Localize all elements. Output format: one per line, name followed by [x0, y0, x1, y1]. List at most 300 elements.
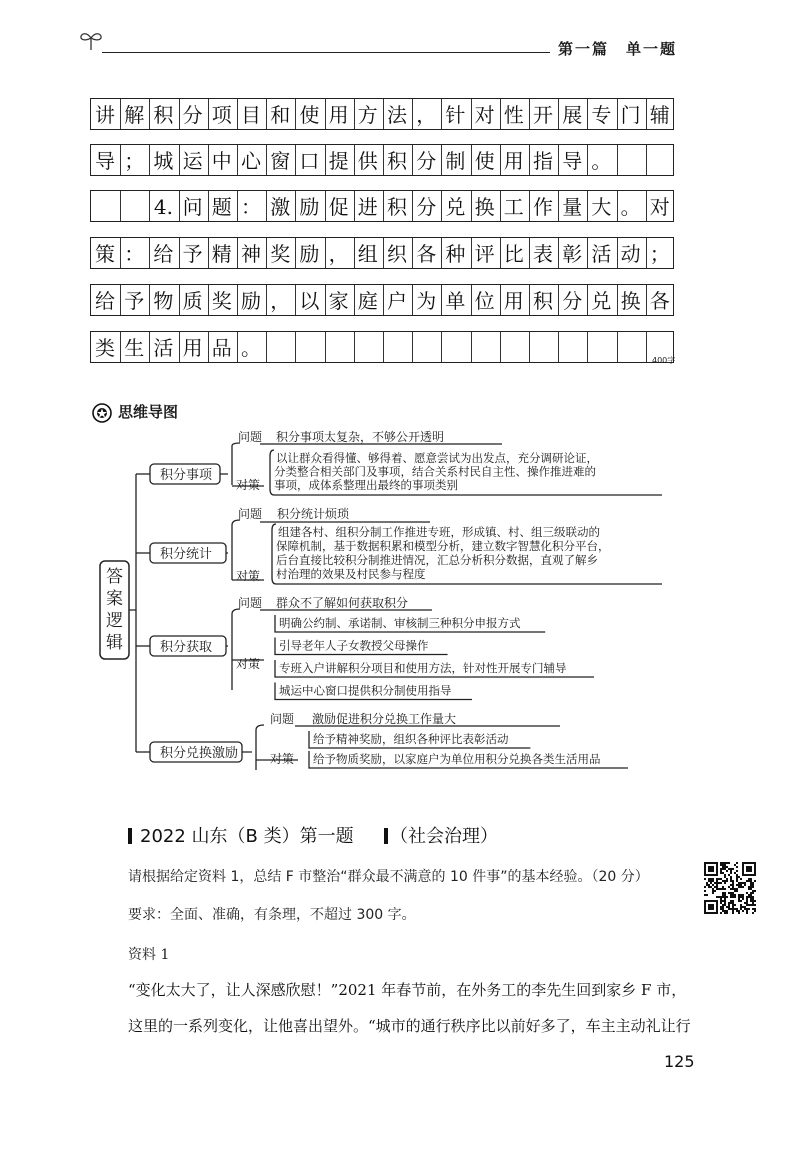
essay-char: 比	[503, 242, 524, 266]
qr-module	[740, 906, 742, 908]
qr-module	[724, 904, 726, 906]
essay-char: 励	[241, 289, 261, 313]
essay-char: 目	[241, 103, 261, 127]
essay-char: 策	[95, 242, 115, 266]
qr-module	[750, 892, 752, 894]
qr-module	[752, 902, 754, 904]
qr-module	[748, 878, 750, 880]
qr-module	[746, 912, 748, 914]
essay-char: 。	[591, 149, 612, 173]
material-label: 资料 1	[128, 947, 170, 963]
qr-module	[726, 880, 728, 882]
qr-module	[754, 908, 756, 910]
mindmap-measure-text: 组建各村、组积分制工作推进专班，形成镇、村、组三级联动的	[278, 525, 600, 539]
essay-char: 彰	[562, 242, 583, 266]
mindmap-measure-text: 以让群众看得懂、够得着、愿意尝试为出发点，充分调研论证，	[276, 451, 598, 465]
mindmap-root-char: 辑	[106, 633, 123, 653]
qr-module	[732, 880, 734, 882]
qr-module	[716, 878, 718, 880]
qr-module	[720, 878, 722, 880]
qr-module	[738, 894, 740, 896]
essay-char: 给	[153, 242, 174, 266]
qr-module	[710, 878, 712, 880]
qr-module	[734, 894, 736, 896]
qr-module	[746, 910, 748, 912]
essay-char: 各	[649, 289, 670, 313]
mindmap-branch-label: 积分兑换激励	[160, 746, 239, 761]
essay-char: 使	[299, 103, 320, 127]
qr-module	[724, 866, 726, 868]
qr-module	[720, 908, 722, 910]
qr-module	[736, 876, 738, 878]
essay-char: 题	[211, 195, 232, 219]
qr-module	[738, 876, 740, 878]
qr-module	[752, 908, 754, 910]
qr-module	[720, 888, 722, 890]
essay-char: 项	[211, 103, 232, 127]
mindmap-problem-label: 问题	[238, 507, 263, 521]
qr-module	[728, 886, 730, 888]
essay-char: 庭	[357, 289, 378, 313]
qr-module	[730, 870, 732, 872]
mindmap-measure-text: 明确公约制、承诺制、审核制三种积分申报方式	[279, 616, 521, 630]
qr-module	[724, 868, 726, 870]
qr-module	[728, 892, 730, 894]
qr-module	[744, 902, 746, 904]
qr-module	[730, 868, 732, 870]
qr-module	[750, 904, 752, 906]
essay-char: 为	[416, 289, 437, 313]
essay-char: 兑	[591, 289, 612, 313]
qr-module	[750, 884, 752, 886]
qr-module	[746, 898, 748, 900]
qr-module	[722, 880, 724, 882]
essay-char: 提	[328, 149, 349, 173]
mindmap-measure-text: 引导老年人子女教授父母操作	[279, 638, 429, 653]
mindmap-problem-text: 积分统计烦琐	[277, 507, 350, 521]
essay-char: 大	[591, 195, 612, 219]
essay-char: 位	[474, 289, 495, 313]
qr-module	[752, 900, 754, 902]
essay-char: 积	[153, 103, 174, 127]
qr-module	[734, 904, 736, 906]
essay-char: 指	[533, 149, 553, 173]
essay-char: 窗	[270, 149, 291, 173]
qr-module	[720, 864, 722, 866]
qr-module	[720, 870, 722, 872]
qr-module	[732, 900, 734, 902]
qr-module	[738, 886, 740, 888]
qr-module	[730, 894, 732, 896]
qr-module	[724, 898, 726, 900]
qr-module	[722, 894, 724, 896]
qr-module	[720, 912, 722, 914]
qr-module	[736, 910, 738, 912]
qr-module	[732, 904, 734, 906]
section-marker	[384, 828, 388, 844]
mindmap-root-char: 答	[106, 567, 123, 587]
essay-char: 开	[533, 103, 553, 127]
qr-module	[740, 904, 742, 906]
essay-char: 奖	[270, 242, 291, 266]
qr-module	[744, 908, 746, 910]
qr-module	[738, 898, 740, 900]
qr-module	[736, 862, 738, 864]
mindmap-measure-text: 给予物质奖励，以家庭户为单位用积分兑换各类生活用品	[313, 752, 601, 766]
essay-char: 种	[445, 242, 466, 266]
qr-module	[750, 878, 752, 880]
essay-char: 兑	[445, 195, 466, 219]
qr-module	[726, 912, 728, 914]
qr-module	[734, 864, 736, 866]
essay-char: 动	[620, 242, 641, 266]
qr-module	[748, 886, 750, 888]
qr-module	[716, 886, 718, 888]
essay-char: 工	[503, 195, 524, 219]
qr-module	[712, 880, 714, 882]
qr-finder	[746, 866, 752, 872]
qr-module	[746, 908, 748, 910]
qr-module	[728, 862, 730, 864]
essay-char: 。	[241, 336, 261, 360]
qr-module	[730, 902, 732, 904]
qr-module	[730, 876, 732, 878]
qr-module	[748, 896, 750, 898]
qr-module	[728, 908, 730, 910]
qr-module	[704, 894, 706, 896]
qr-module	[728, 904, 730, 906]
qr-module	[744, 882, 746, 884]
essay-char: 单	[445, 289, 466, 313]
essay-char: 解	[124, 103, 145, 127]
qr-module	[724, 900, 726, 902]
qr-module	[728, 902, 730, 904]
qr-module	[708, 880, 710, 882]
mindmap-brace	[242, 730, 256, 770]
essay-char: 用	[503, 289, 524, 313]
mindmap-brace	[220, 446, 232, 485]
qr-module	[752, 904, 754, 906]
essay-char: 用	[328, 103, 349, 127]
mindmap-measure-text: 事项，成体系整理出最终的事项类别	[274, 478, 458, 492]
qr-module	[704, 886, 706, 888]
essay-char: 针	[445, 103, 466, 127]
qr-module	[748, 880, 750, 882]
essay-char: 品	[211, 336, 232, 360]
mindmap-problem-text: 激励促进积分兑换工作量大	[312, 712, 457, 726]
qr-module	[754, 904, 756, 906]
qr-module	[712, 892, 714, 894]
mindmap-problem-text: 积分事项太复杂，不够公开透明	[276, 430, 445, 444]
qr-module	[716, 888, 718, 890]
essay-char: 讲	[95, 103, 115, 127]
qr-module	[724, 896, 726, 898]
mindmap-problem-label: 问题	[270, 712, 295, 726]
chapter-title: 第一篇 单一题	[558, 40, 678, 58]
essay-char: 分	[416, 195, 437, 219]
essay-char: 导	[562, 149, 583, 173]
essay-char: 生	[124, 336, 145, 360]
qr-module	[732, 882, 734, 884]
qr-module	[750, 886, 752, 888]
qr-module	[722, 900, 724, 902]
mindmap-measure-label: 对策	[236, 657, 261, 671]
essay-char: 精	[211, 242, 232, 266]
qr-module	[738, 884, 740, 886]
qr-module	[724, 862, 726, 864]
essay-char: 运	[182, 149, 203, 173]
qr-module	[746, 892, 748, 894]
qr-module	[730, 900, 732, 902]
question-prompt: 请根据给定资料 1，总结 F 市整治“群众最不满意的 10 件事”的基本经验。（20 分）	[128, 869, 649, 885]
qr-module	[712, 878, 714, 880]
qr-module	[720, 868, 722, 870]
qr-module	[720, 862, 722, 864]
mindmap-measure-label: 对策	[236, 569, 261, 583]
essay-char: 激	[270, 195, 291, 219]
qr-module	[746, 896, 748, 898]
qr-module	[742, 898, 744, 900]
essay-char: 评	[474, 242, 495, 266]
qr-finder	[708, 866, 714, 872]
essay-char: 供	[357, 149, 378, 173]
qr-module	[722, 910, 724, 912]
qr-module	[722, 888, 724, 890]
essay-char: ；	[124, 149, 145, 173]
essay-char: 积	[533, 289, 553, 313]
qr-module	[712, 890, 714, 892]
essay-char: 门	[620, 103, 641, 127]
mindmap-title: 思维导图	[118, 403, 179, 421]
qr-module	[704, 878, 706, 880]
qr-module	[752, 882, 754, 884]
qr-module	[724, 902, 726, 904]
essay-char: 积	[387, 195, 407, 219]
mindmap-branch-label: 积分事项	[160, 468, 213, 483]
qr-module	[722, 886, 724, 888]
qr-module	[740, 884, 742, 886]
essay-char: ：	[241, 195, 261, 219]
qr-module	[730, 872, 732, 874]
mindmap-brace	[226, 614, 232, 690]
mindmap-measure-label: 对策	[236, 478, 261, 492]
word-count-label: 400字	[652, 356, 676, 365]
essay-char: ，	[328, 242, 349, 266]
qr-module	[732, 886, 734, 888]
essay-char: 家	[328, 289, 349, 313]
essay-char: 口	[299, 149, 320, 173]
qr-module	[716, 884, 718, 886]
qr-module	[736, 878, 738, 880]
qr-module	[726, 896, 728, 898]
qr-module	[754, 910, 756, 912]
qr-module	[730, 908, 732, 910]
mindmap-root-char: 案	[106, 589, 123, 609]
qr-module	[740, 900, 742, 902]
qr-module	[752, 896, 754, 898]
qr-module	[722, 908, 724, 910]
qr-module	[724, 880, 726, 882]
mindmap-measure-text: 村治理的效果及村民参与程度	[276, 567, 426, 581]
essay-char: 心	[241, 149, 261, 173]
qr-module	[736, 870, 738, 872]
qr-module	[732, 892, 734, 894]
essay-char: 促	[328, 195, 349, 219]
essay-char: 。	[620, 195, 641, 219]
qr-module	[746, 904, 748, 906]
qr-module	[740, 908, 742, 910]
essay-char: 制	[445, 149, 466, 173]
qr-module	[750, 894, 752, 896]
qr-finder	[708, 904, 714, 910]
qr-module	[716, 896, 718, 898]
qr-module	[730, 888, 732, 890]
qr-module	[720, 896, 722, 898]
qr-module	[742, 910, 744, 912]
essay-char: 神	[241, 242, 261, 266]
qr-module	[740, 896, 742, 898]
mindmap-branch-label: 积分统计	[160, 547, 213, 562]
qr-module	[738, 896, 740, 898]
qr-module	[730, 892, 732, 894]
essay-char: 换	[620, 289, 641, 313]
qr-module	[708, 886, 710, 888]
essay-char: ：	[124, 242, 145, 266]
qr-module	[732, 896, 734, 898]
qr-module	[736, 866, 738, 868]
qr-module	[726, 906, 728, 908]
question-category: （社会治理）	[390, 826, 498, 847]
qr-module	[706, 882, 708, 884]
qr-module	[732, 888, 734, 890]
qr-module	[718, 888, 720, 890]
qr-module	[724, 892, 726, 894]
qr-module	[714, 890, 716, 892]
qr-module	[720, 898, 722, 900]
qr-module	[724, 912, 726, 914]
qr-module	[722, 872, 724, 874]
qr-module	[710, 882, 712, 884]
essay-char: 城	[153, 149, 174, 173]
qr-module	[720, 872, 722, 874]
essay-char: 以	[299, 289, 320, 313]
qr-module	[716, 880, 718, 882]
essay-char: 导	[95, 149, 115, 173]
qr-module	[746, 900, 748, 902]
qr-module	[734, 896, 736, 898]
qr-module	[730, 896, 732, 898]
mindmap-problem-text: 群众不了解如何获取积分	[276, 596, 409, 610]
qr-module	[726, 878, 728, 880]
qr-module	[722, 862, 724, 864]
qr-module	[732, 912, 734, 914]
essay-char: 予	[182, 242, 203, 266]
essay-char: 性	[503, 103, 524, 127]
qr-module	[712, 884, 714, 886]
question-requirement: 要求：全面、准确，有条理，不超过 300 字。	[128, 907, 416, 923]
mindmap-measure-text: 城运中心窗口提供积分制使用指导	[279, 683, 452, 698]
qr-module	[754, 900, 756, 902]
qr-module	[732, 908, 734, 910]
mindmap-branch-label: 积分获取	[160, 640, 213, 655]
essay-char: 励	[299, 242, 320, 266]
qr-module	[736, 890, 738, 892]
essay-char: 作	[533, 195, 553, 219]
qr-module	[714, 886, 716, 888]
qr-module	[732, 894, 734, 896]
qr-module	[720, 906, 722, 908]
qr-module	[750, 898, 752, 900]
essay-char: 组	[357, 242, 378, 266]
qr-module	[734, 890, 736, 892]
essay-char: 专	[591, 103, 612, 127]
qr-module	[716, 882, 718, 884]
qr-module	[726, 910, 728, 912]
mindmap-brace	[226, 525, 232, 580]
qr-module	[724, 876, 726, 878]
qr-module	[750, 900, 752, 902]
qr-module	[742, 894, 744, 896]
qr-module	[710, 880, 712, 882]
qr-module	[736, 908, 738, 910]
qr-module	[712, 888, 714, 890]
qr-module	[738, 910, 740, 912]
qr-module	[744, 906, 746, 908]
qr-module	[752, 892, 754, 894]
qr-module	[724, 910, 726, 912]
essay-char: 量	[562, 195, 583, 219]
qr-code-icon[interactable]	[704, 862, 756, 914]
qr-module	[742, 896, 744, 898]
qr-module	[734, 888, 736, 890]
mindmap-measure-text: 专班入户讲解积分项目和使用方法，针对性开展专门辅导	[279, 661, 567, 675]
page-number: 125	[664, 1052, 695, 1071]
qr-module	[720, 900, 722, 902]
essay-char: 和	[270, 103, 291, 127]
essay-char: 各	[416, 242, 437, 266]
essay-char: 积	[387, 149, 407, 173]
mindmap-measure-label: 对策	[270, 752, 295, 766]
essay-char: 进	[357, 195, 378, 219]
qr-module	[754, 890, 756, 892]
essay-char: 对	[649, 195, 670, 219]
qr-module	[724, 874, 726, 876]
qr-module	[738, 900, 740, 902]
essay-char: 分	[416, 149, 437, 173]
qr-module	[722, 864, 724, 866]
essay-char: 法	[387, 103, 407, 127]
essay-char: 中	[211, 149, 232, 173]
qr-module	[750, 880, 752, 882]
qr-module	[722, 896, 724, 898]
qr-module	[728, 906, 730, 908]
essay-char: ，	[270, 289, 291, 313]
qr-module	[724, 894, 726, 896]
essay-char: 予	[124, 289, 145, 313]
qr-module	[748, 904, 750, 906]
qr-module	[736, 884, 738, 886]
material-paragraph: “变化太大了，让人深感欣慰！”2021 年春节前，在外务工的李先生回到家乡 F 市，	[128, 981, 687, 999]
qr-module	[750, 882, 752, 884]
essay-char: 励	[299, 195, 320, 219]
qr-module	[742, 906, 744, 908]
qr-module	[718, 878, 720, 880]
essay-char: 活	[591, 242, 612, 266]
qr-module	[706, 884, 708, 886]
qr-module	[736, 880, 738, 882]
essay-char: 使	[474, 149, 495, 173]
qr-module	[718, 896, 720, 898]
